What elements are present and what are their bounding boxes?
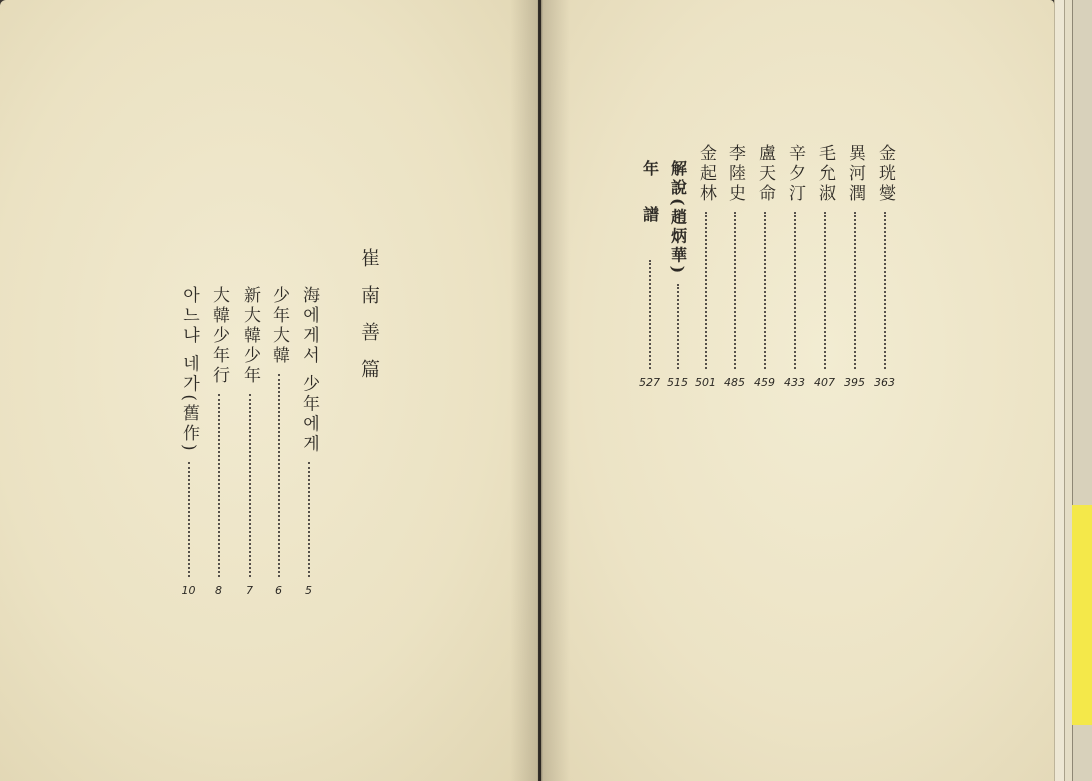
toc-entry-page: 433 xyxy=(784,376,805,389)
toc-entry-page: 8 xyxy=(215,584,222,597)
toc-entry-title: 아느냐 네가(舊作) xyxy=(179,286,199,454)
right-page xyxy=(541,0,1054,781)
leader-dots xyxy=(764,212,766,369)
toc-entry-page: 6 xyxy=(275,584,282,597)
toc-entry-page: 459 xyxy=(754,376,775,389)
leader-dots xyxy=(677,284,679,369)
leader-dots xyxy=(854,212,856,369)
toc-entry-page: 527 xyxy=(639,376,660,389)
leader-dots xyxy=(824,212,826,369)
leader-dots xyxy=(249,394,251,577)
toc-entry-title: 盧天命 xyxy=(755,144,775,204)
toc-entry-title: 少年大韓 xyxy=(269,286,289,366)
leader-dots xyxy=(734,212,736,369)
leader-dots xyxy=(278,374,280,577)
toc-entry-page: 501 xyxy=(695,376,716,389)
toc-entry xyxy=(210,286,227,596)
toc-entry-page: 363 xyxy=(874,376,895,389)
toc-entry xyxy=(180,286,197,596)
toc-entry xyxy=(300,286,317,596)
leader-dots xyxy=(649,260,651,369)
toc-entry-title: 大韓少年行 xyxy=(209,286,229,386)
toc-entry xyxy=(639,160,660,388)
toc-entry xyxy=(241,286,258,596)
toc-entry xyxy=(874,144,895,388)
leader-dots xyxy=(308,462,310,577)
toc-entry xyxy=(814,144,835,388)
toc-entry-title: 金起林 xyxy=(696,144,716,204)
toc-entry xyxy=(270,286,287,596)
toc-entry xyxy=(844,144,865,388)
yellow-bookmark-tab xyxy=(1072,505,1092,725)
toc-entry xyxy=(667,160,688,388)
toc-entry xyxy=(724,144,745,388)
toc-entry-title: 異河潤 xyxy=(845,144,865,204)
leader-dots xyxy=(188,462,190,577)
toc-entry-page: 485 xyxy=(724,376,745,389)
toc-entry-title: 解說(趙炳華) xyxy=(668,160,688,277)
toc-entry xyxy=(754,144,775,388)
toc-entry-page: 395 xyxy=(844,376,865,389)
leader-dots xyxy=(218,394,220,577)
left-page xyxy=(0,0,538,781)
toc-entry-title: 海에게서 少年에게 xyxy=(299,286,319,455)
toc-entry-page: 407 xyxy=(814,376,835,389)
toc-entry-title: 金珖燮 xyxy=(875,144,895,204)
toc-entry-page: 515 xyxy=(667,376,688,389)
leader-dots xyxy=(884,212,886,369)
toc-entry-title: 新大韓少年 xyxy=(240,286,260,386)
leader-dots xyxy=(794,212,796,369)
toc-entry-title: 毛允淑 xyxy=(815,144,835,204)
toc-entry-page: 5 xyxy=(305,584,312,597)
toc-entry xyxy=(784,144,805,388)
toc-entry-title: 年譜 xyxy=(640,160,660,252)
toc-entry-title: 辛夕汀 xyxy=(785,144,805,204)
toc-entry-page: 10 xyxy=(181,584,196,597)
toc-entry xyxy=(695,144,716,388)
toc-entry-title: 李陸史 xyxy=(725,144,745,204)
section-title: 崔南善篇 xyxy=(358,248,380,396)
toc-entry-page: 7 xyxy=(246,584,253,597)
leader-dots xyxy=(705,212,707,369)
